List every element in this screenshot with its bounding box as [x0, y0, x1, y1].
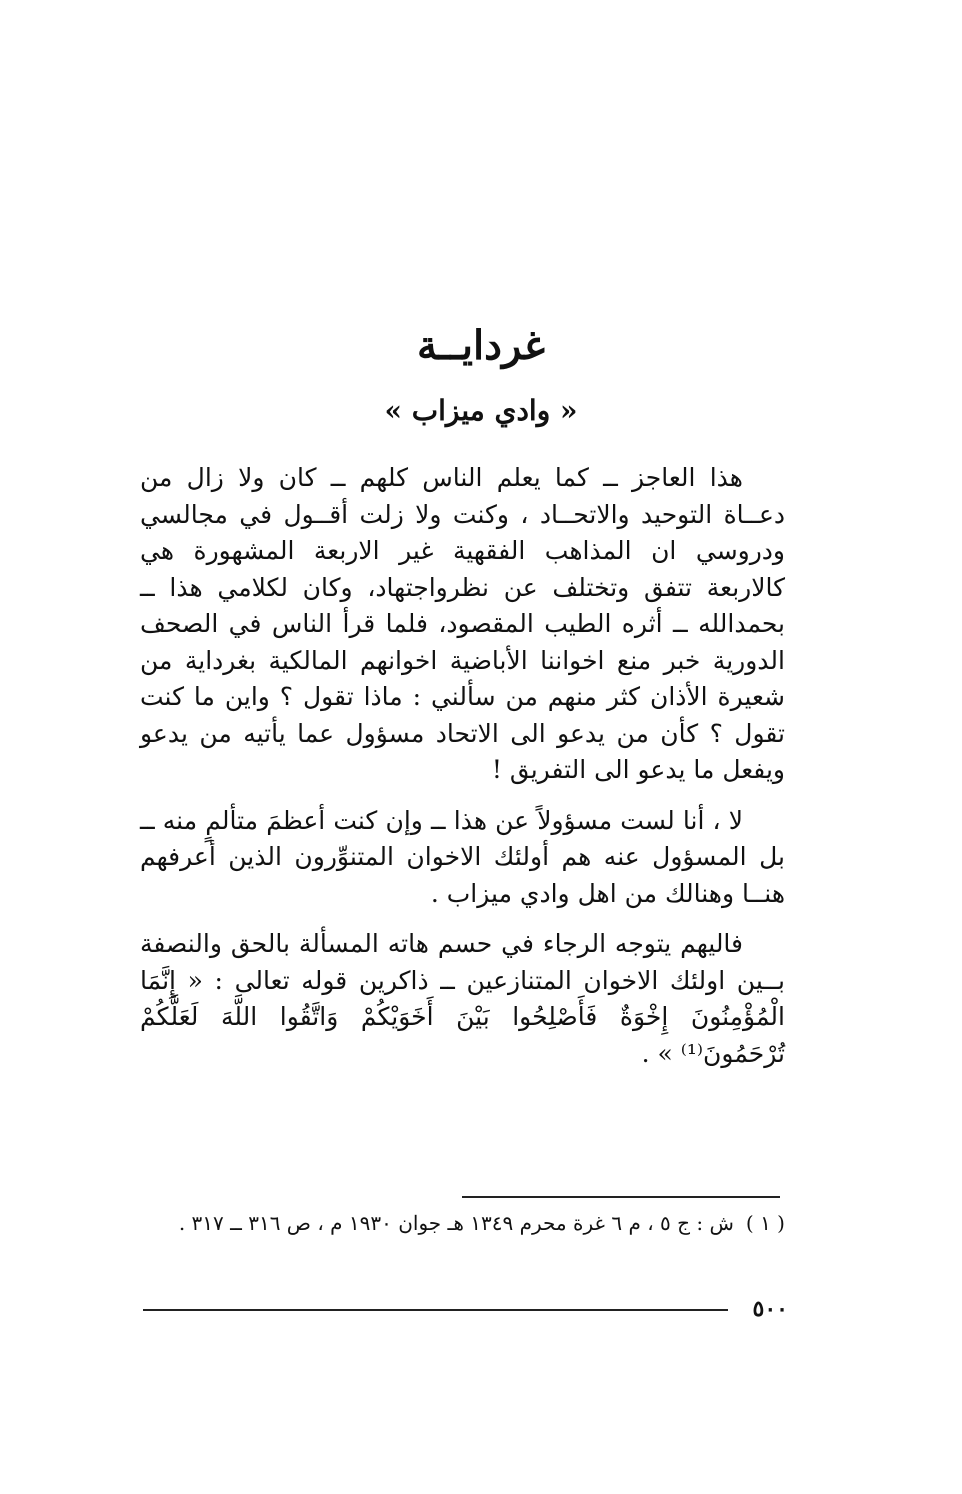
footnote-number: ( ١ ) — [745, 1211, 785, 1235]
footnote-divider — [462, 1196, 780, 1198]
footnote-text: ش : ج ٥ ، م ٦ غرة محرم ١٣٤٩ هـ جوان ١٩٣٠ م ، ص ٣١٦ ــ ٣١٧ . — [178, 1211, 734, 1235]
paragraph-2: لا ، أنا لست مسؤولاً عن هذا ــ وإن كنت أعظمَ متألمٍ منه ــ بل المسؤول عنه هم أولئك الاخوان المتنوِّرون الذين أعرفهم هنــا وهنالك من اهل وادي ميزاب . — [140, 805, 785, 908]
paragraph-1: هذا العاجز ــ كما يعلم الناس كلهم ــ كان ولا زال من دعــاة التوحيد والاتحــاد ، وكنت ولا زلت أقــول في مجالسي ودروسي ان المذاهب الفقهية غير الاربعة المشهورة هي كالاربعة تتفق وتختلف عن نظرواجتهاد، وكان لكلامي هذا ــ بحمدالله ــ أثره الطيب المقصود، فلما قرأ الناس في الصحف الدورية خبر منع اخواننا الأباضية اخوانهم المالكية بغرداية من شعيرة الأذان كثر منهم من سألني : ماذا تقول ؟ واين ما كنت تقول ؟ كأن من يدعو الى الاتحاد مسؤول عما يأتيه من يدعو ويفعل ما يدعو الى التفريق ! — [140, 463, 785, 784]
chapter-subtitle: « وادي ميزاب » — [384, 394, 578, 427]
bottom-divider — [143, 1309, 728, 1311]
chapter-title: غردايــة — [417, 322, 545, 369]
page-number: ٥٠٠ — [752, 1296, 788, 1322]
paragraph-3: فاليهم يتوجه الرجاء في حسم هاته المسألة بالحق والنصفة بــين اولئك الاخوان المتنازعين ــ ذاكرين قوله تعالى : « إِنَّمَا الْمُؤْمِنُونَ إِخْوَةٌ فَأَصْلِحُوا بَيْنَ أَخَوَيْكُمْ وَاتَّقُوا اللَّهَ لَعَلَّكُمْ تُرْحَمُونَ⁽¹⁾ » . — [140, 929, 785, 1068]
body-text — [140, 460, 785, 1072]
footnote — [140, 1208, 785, 1239]
